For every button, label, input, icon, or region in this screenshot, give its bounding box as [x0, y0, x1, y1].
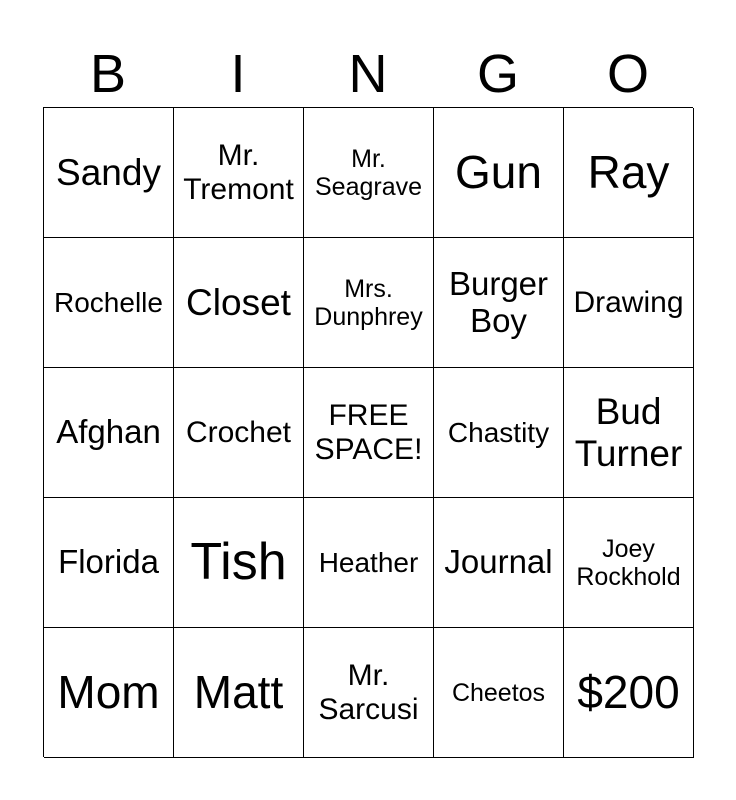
bingo-cell-r4-c2[interactable]	[174, 498, 304, 628]
cell-label: Joey Rockhold	[576, 534, 681, 591]
bingo-cell-r1-c3[interactable]	[304, 108, 434, 238]
bingo-cell-r4-c5[interactable]	[564, 498, 694, 628]
cell-label: Mom	[57, 665, 160, 718]
bingo-cell-r3-c3[interactable]	[304, 368, 434, 498]
cell-label: Burger Boy	[448, 264, 549, 339]
bingo-cell-r3-c5[interactable]	[564, 368, 694, 498]
header-letter-n: N	[348, 44, 388, 104]
bingo-cell-r4-c3[interactable]	[304, 498, 434, 628]
bingo-cell-r5-c4[interactable]	[434, 628, 564, 758]
cell-label: Gun	[455, 145, 542, 198]
header-letter-b: B	[89, 44, 127, 104]
header-letter-o: O	[606, 44, 649, 104]
bingo-cell-r5-c3[interactable]	[304, 628, 434, 758]
bingo-cell-r5-c2[interactable]	[174, 628, 304, 758]
bingo-cell-r5-c5[interactable]	[564, 628, 694, 758]
cell-label: $200	[577, 665, 680, 718]
bingo-cell-r2-c4[interactable]	[434, 238, 564, 368]
cell-label: Ray	[587, 145, 670, 198]
bingo-cell-r1-c1[interactable]	[44, 108, 174, 238]
free-space-label: FREE SPACE!	[314, 398, 423, 466]
bingo-cell-r1-c2[interactable]	[174, 108, 304, 238]
cell-label: Cheetos	[451, 678, 546, 707]
bingo-cell-r3-c1[interactable]	[44, 368, 174, 498]
cell-label: Drawing	[573, 285, 684, 319]
cell-label: Chastity	[447, 416, 550, 448]
bingo-cell-r1-c4[interactable]	[434, 108, 564, 238]
cell-label: Rochelle	[54, 286, 163, 318]
bingo-cell-r3-c4[interactable]	[434, 368, 564, 498]
cell-label: Mr. Seagrave	[314, 144, 423, 201]
cell-label: Journal	[444, 543, 553, 581]
cell-label: Bud Turner	[574, 391, 683, 474]
cell-label: Matt	[193, 665, 284, 718]
bingo-cell-r1-c5[interactable]	[564, 108, 694, 238]
cell-label: Heather	[318, 546, 419, 578]
header-letter-i: I	[230, 44, 246, 104]
bingo-cell-r4-c4[interactable]	[434, 498, 564, 628]
cell-label: Crochet	[185, 415, 292, 449]
bingo-cell-r2-c3[interactable]	[304, 238, 434, 368]
bingo-cell-r4-c1[interactable]	[44, 498, 174, 628]
header-letter-g: G	[476, 44, 519, 104]
cell-label: Mr. Tremont	[183, 138, 294, 206]
cell-label: Tish	[190, 533, 287, 592]
cell-label: Mrs. Dunphrey	[314, 274, 423, 331]
bingo-cell-r2-c2[interactable]	[174, 238, 304, 368]
cell-label: Closet	[186, 281, 291, 323]
cell-label: Afghan	[56, 413, 161, 451]
bingo-cell-r2-c1[interactable]	[44, 238, 174, 368]
bingo-cell-r5-c1[interactable]	[44, 628, 174, 758]
cell-label: Florida	[58, 543, 159, 581]
cell-label: Sandy	[56, 151, 161, 193]
bingo-header	[43, 40, 693, 108]
bingo-board	[43, 107, 693, 757]
cell-label: Mr. Sarcusi	[318, 658, 419, 726]
bingo-cell-r2-c5[interactable]	[564, 238, 694, 368]
bingo-cell-r3-c2[interactable]	[174, 368, 304, 498]
